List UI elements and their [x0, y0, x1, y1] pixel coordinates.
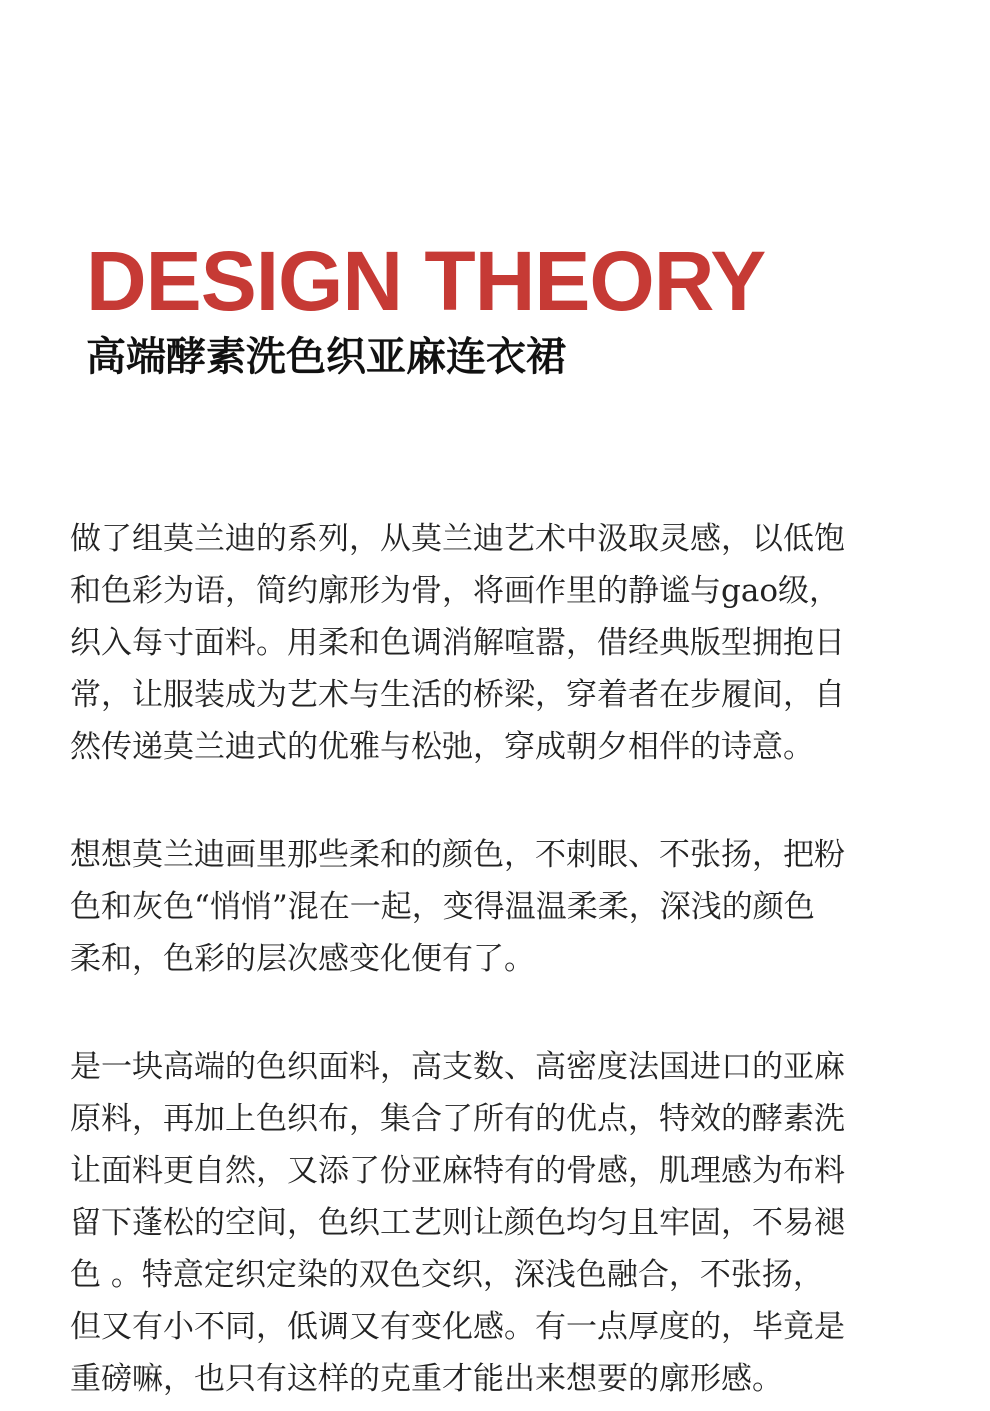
page-title: DESIGN THEORY — [86, 234, 766, 328]
body-paragraph-2 — [70, 829, 930, 985]
text-line: 但又有小不同，低调又有变化感。有一点厚度的，毕竟是 — [70, 1309, 845, 1345]
text-line: 是一块高端的色织面料，高支数、高密度法国进口的亚麻 — [70, 1049, 845, 1085]
text-line: 色 。特意定织定染的双色交织，深浅色融合，不张扬， — [70, 1257, 824, 1293]
text-line: 柔和，色彩的层次感变化便有了。 — [70, 941, 535, 977]
text-line: 重磅嘛，也只有这样的克重才能出来想要的廓形感。 — [70, 1361, 783, 1397]
text-line: 做了组莫兰迪的系列，从莫兰迪艺术中汲取灵感，以低饱 — [70, 521, 845, 557]
text-line: 和色彩为语，简约廓形为骨，将画作里的静谧与gao级， — [70, 573, 840, 609]
text-line: 让面料更自然，又添了份亚麻特有的骨感，肌理感为布料 — [70, 1153, 845, 1189]
text-line: 常，让服装成为艺术与生活的桥梁，穿着者在步履间，自 — [70, 677, 845, 713]
text-line: 色和灰色“悄悄”混在一起，变得温温柔柔，深浅的颜色 — [70, 889, 815, 925]
page-subtitle: 高端酵素洗色织亚麻连衣裙 — [86, 334, 566, 380]
text-line: 织入每寸面料。用柔和色调消解喧嚣，借经典版型拥抱日 — [70, 625, 845, 661]
body-paragraph-3 — [70, 1041, 930, 1405]
text-line: 原料，再加上色织布，集合了所有的优点，特效的酵素洗 — [70, 1101, 845, 1137]
text-line: 想想莫兰迪画里那些柔和的颜色，不刺眼、不张扬，把粉 — [70, 837, 845, 873]
text-line: 然传递莫兰迪式的优雅与松弛，穿成朝夕相伴的诗意。 — [70, 729, 814, 765]
body-paragraph-1 — [70, 513, 930, 773]
text-line: 留下蓬松的空间，色织工艺则让颜色均匀且牢固，不易褪 — [70, 1205, 845, 1241]
